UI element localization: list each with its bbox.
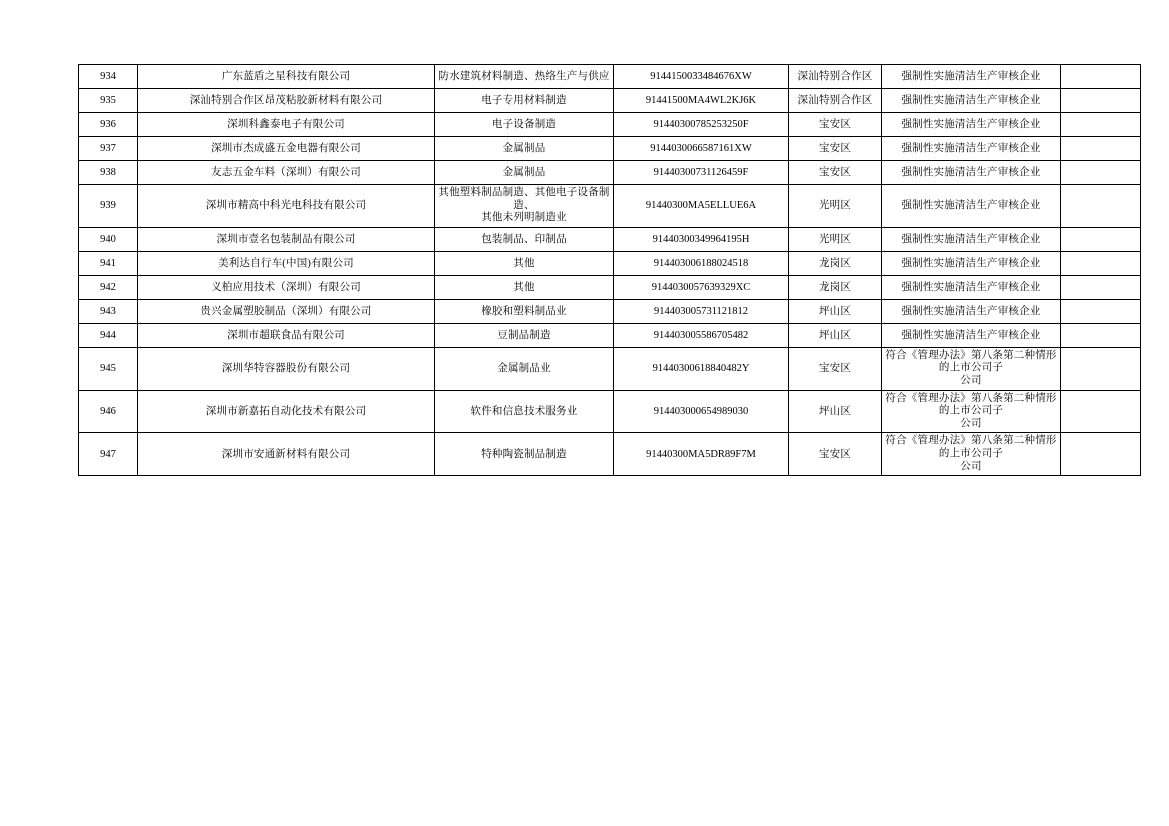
company-name: 深圳市壹名包装制品有限公司 — [138, 227, 435, 251]
row-index: 941 — [79, 251, 138, 275]
inclusion-reason: 强制性实施清洁生产审核企业 — [882, 65, 1061, 89]
table-row — [79, 323, 1141, 347]
district: 深汕特别合作区 — [789, 65, 882, 89]
company-name: 深圳市安通新材料有限公司 — [138, 433, 435, 476]
reason-line-2: 公司 — [960, 417, 982, 429]
district: 宝安区 — [789, 347, 882, 390]
table-row — [79, 299, 1141, 323]
table-container — [78, 64, 1091, 476]
district: 龙岗区 — [789, 251, 882, 275]
inclusion-reason: 强制性实施清洁生产审核企业 — [882, 161, 1061, 185]
industry-category: 其他 — [435, 251, 614, 275]
inclusion-reason — [882, 433, 1061, 476]
row-index: 939 — [79, 185, 138, 228]
table-row — [79, 65, 1141, 89]
company-name: 深圳华特容器股份有限公司 — [138, 347, 435, 390]
table-row — [79, 433, 1141, 476]
industry-category: 橡胶和塑料制品业 — [435, 299, 614, 323]
blank-cell — [1061, 161, 1141, 185]
company-name: 深圳市超联食品有限公司 — [138, 323, 435, 347]
table-row — [79, 113, 1141, 137]
blank-cell — [1061, 275, 1141, 299]
blank-cell — [1061, 347, 1141, 390]
row-index: 937 — [79, 137, 138, 161]
table-row — [79, 137, 1141, 161]
blank-cell — [1061, 390, 1141, 433]
industry-category: 特种陶瓷制品制造 — [435, 433, 614, 476]
district: 宝安区 — [789, 161, 882, 185]
industry-category: 金属制品 — [435, 161, 614, 185]
reason-line-2: 公司 — [960, 460, 982, 472]
credit-code: 91440300731126459F — [614, 161, 789, 185]
company-name: 义柏应用技术（深圳）有限公司 — [138, 275, 435, 299]
inclusion-reason: 强制性实施清洁生产审核企业 — [882, 89, 1061, 113]
inclusion-reason: 强制性实施清洁生产审核企业 — [882, 299, 1061, 323]
credit-code: 9144030066587161XW — [614, 137, 789, 161]
company-name: 贵兴金属塑胶制品（深圳）有限公司 — [138, 299, 435, 323]
credit-code: 9144030057639329XC — [614, 275, 789, 299]
blank-cell — [1061, 433, 1141, 476]
table-row — [79, 251, 1141, 275]
company-name: 广东蓝盾之星科技有限公司 — [138, 65, 435, 89]
inclusion-reason: 强制性实施清洁生产审核企业 — [882, 113, 1061, 137]
inclusion-reason: 强制性实施清洁生产审核企业 — [882, 251, 1061, 275]
company-name: 友志五金车料（深圳）有限公司 — [138, 161, 435, 185]
row-index: 943 — [79, 299, 138, 323]
blank-cell — [1061, 227, 1141, 251]
blank-cell — [1061, 251, 1141, 275]
inclusion-reason: 强制性实施清洁生产审核企业 — [882, 323, 1061, 347]
district: 深汕特别合作区 — [789, 89, 882, 113]
table-row — [79, 185, 1141, 228]
inclusion-reason — [882, 390, 1061, 433]
credit-code: 914403006188024518 — [614, 251, 789, 275]
industry-category: 金属制品 — [435, 137, 614, 161]
table-row — [79, 161, 1141, 185]
blank-cell — [1061, 65, 1141, 89]
industry-category: 电子设备制造 — [435, 113, 614, 137]
industry-category: 豆制品制造 — [435, 323, 614, 347]
credit-code: 91441500MA4WL2KJ6K — [614, 89, 789, 113]
row-index: 936 — [79, 113, 138, 137]
reason-line-1: 符合《管理办法》第八条第二种情形的上市公司子 — [885, 349, 1057, 374]
company-name: 深圳市新嘉拓自动化技术有限公司 — [138, 390, 435, 433]
inclusion-reason: 强制性实施清洁生产审核企业 — [882, 275, 1061, 299]
industry-category: 软件和信息技术服务业 — [435, 390, 614, 433]
credit-code: 914403000654989030 — [614, 390, 789, 433]
blank-cell — [1061, 299, 1141, 323]
credit-code: 91440300MA5ELLUE6A — [614, 185, 789, 228]
company-name: 深圳市杰成盛五金电器有限公司 — [138, 137, 435, 161]
blank-cell — [1061, 113, 1141, 137]
row-index: 944 — [79, 323, 138, 347]
reason-line-1: 符合《管理办法》第八条第二种情形的上市公司子 — [885, 435, 1057, 459]
table-row — [79, 227, 1141, 251]
industry-line-1: 其他塑料制品制造、其他电子设备制造、 — [438, 187, 610, 211]
table-body — [79, 65, 1141, 476]
enterprise-list-table — [78, 64, 1141, 476]
credit-code: 91440300618840482Y — [614, 347, 789, 390]
credit-code: 914403005731121812 — [614, 299, 789, 323]
row-index: 934 — [79, 65, 138, 89]
district: 坪山区 — [789, 390, 882, 433]
credit-code: 914403005586705482 — [614, 323, 789, 347]
blank-cell — [1061, 137, 1141, 161]
industry-line-2: 其他未列明制造业 — [481, 212, 567, 224]
district: 宝安区 — [789, 113, 882, 137]
row-index: 940 — [79, 227, 138, 251]
row-index: 942 — [79, 275, 138, 299]
row-index: 935 — [79, 89, 138, 113]
row-index: 945 — [79, 347, 138, 390]
district: 坪山区 — [789, 299, 882, 323]
company-name: 深汕特别合作区昂茂粘胶新材料有限公司 — [138, 89, 435, 113]
industry-category — [435, 185, 614, 228]
reason-line-1: 符合《管理办法》第八条第二种情形的上市公司子 — [885, 392, 1057, 417]
credit-code: 91440300MA5DR89F7M — [614, 433, 789, 476]
district: 光明区 — [789, 227, 882, 251]
inclusion-reason: 强制性实施清洁生产审核企业 — [882, 227, 1061, 251]
district: 宝安区 — [789, 433, 882, 476]
blank-cell — [1061, 185, 1141, 228]
district: 宝安区 — [789, 137, 882, 161]
row-index: 946 — [79, 390, 138, 433]
district: 光明区 — [789, 185, 882, 228]
inclusion-reason: 强制性实施清洁生产审核企业 — [882, 185, 1061, 228]
industry-category: 金属制品业 — [435, 347, 614, 390]
table-row — [79, 390, 1141, 433]
company-name: 深圳科鑫泰电子有限公司 — [138, 113, 435, 137]
blank-cell — [1061, 89, 1141, 113]
inclusion-reason — [882, 347, 1061, 390]
row-index: 938 — [79, 161, 138, 185]
row-index: 947 — [79, 433, 138, 476]
table-row — [79, 275, 1141, 299]
industry-category: 包装制品、印制品 — [435, 227, 614, 251]
reason-line-2: 公司 — [960, 374, 982, 386]
industry-category: 电子专用材料制造 — [435, 89, 614, 113]
district: 坪山区 — [789, 323, 882, 347]
company-name: 深圳市精高中科光电科技有限公司 — [138, 185, 435, 228]
industry-category: 其他 — [435, 275, 614, 299]
district: 龙岗区 — [789, 275, 882, 299]
credit-code: 91440300785253250F — [614, 113, 789, 137]
table-row — [79, 89, 1141, 113]
industry-category: 防水建筑材料制造、热络生产与供应 — [435, 65, 614, 89]
credit-code: 9144150033484676XW — [614, 65, 789, 89]
credit-code: 91440300349964195H — [614, 227, 789, 251]
table-row — [79, 347, 1141, 390]
company-name: 美利达自行车(中国)有限公司 — [138, 251, 435, 275]
blank-cell — [1061, 323, 1141, 347]
inclusion-reason: 强制性实施清洁生产审核企业 — [882, 137, 1061, 161]
